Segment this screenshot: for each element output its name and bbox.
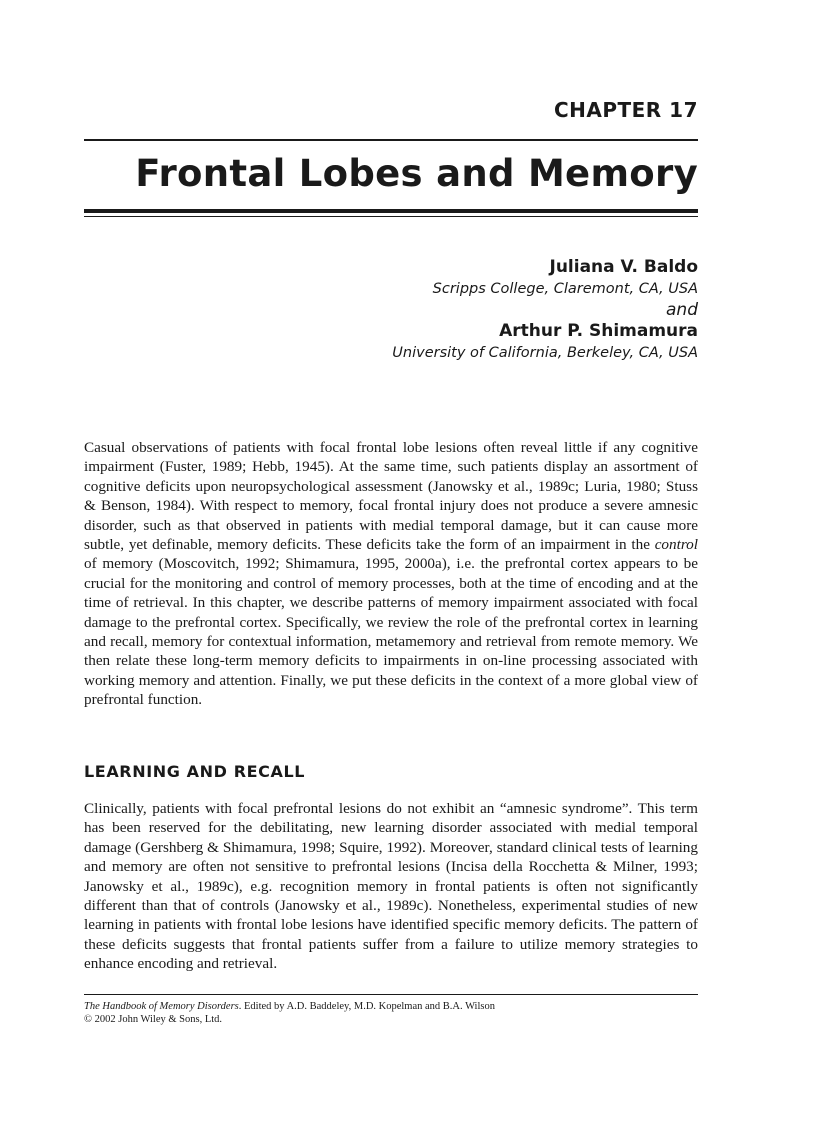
- section-body: [84, 799, 698, 974]
- footnote-citation: [84, 1000, 698, 1013]
- header-rule-top: [84, 139, 698, 141]
- footnote-copyright: © 2002 John Wiley & Sons, Ltd.: [84, 1014, 223, 1025]
- footnote: [84, 1000, 698, 1026]
- authors-conjunction: and: [666, 300, 698, 320]
- author-affiliation: Scripps College, Claremont, CA, USA: [432, 281, 698, 297]
- header-rule-thick: [84, 209, 698, 213]
- chapter-label: CHAPTER 17: [553, 98, 698, 122]
- section-paragraph: Clinically, patients with focal prefrontal lesions do not exhibit an “amnesic syndrome”. This term has been reserved for the debilitating, new learning disorder associated with medial temporal damage (Gershberg & Shimamura, 1998; Squire, 1992). Moreover, standard clinical tests of learning and memory are often not sensitive to prefrontal lesions (Incisa della Rocchetta & Milner, 1993; Janowsky et al., 1989c), e.g. recognition memory in frontal patients is often not significantly different than that of controls (Janowsky et al., 1989c). Nonetheless, experimental studies of new learning in patients with frontal lobe lesions have identified specific memory deficits. The pattern of these deficits suggests that frontal patients suffer from a failure to utilize memory strategies to enhance encoding and retrieval.: [84, 800, 698, 973]
- page: [84, 0, 698, 1123]
- book-title: The Handbook of Memory Disorders: [84, 1001, 239, 1012]
- author-affiliation: University of California, Berkeley, CA, USA: [392, 345, 698, 361]
- chapter-title: Frontal Lobes and Memory: [135, 152, 698, 195]
- abstract-text: of memory (Moscovitch, 1992; Shimamura, 1995, 2000a), i.e. the prefrontal cortex appears to be crucial for the monitoring and control of memory processes, both at the time of encoding and at the time of retrieval. In this chapter, we describe patterns of memory impairment associated with focal damage to the prefrontal cortex. Specifically, we review the role of the prefrontal cortex in learning and recall, memory for contextual information, metamemory and retrieval from remote memory. We then relate these long-term memory deficits to impairments in on-line processing associated with working memory and attention. Finally, we put these deficits in the context of a more global view of prefrontal function.: [84, 555, 698, 709]
- footnote-editors: . Edited by A.D. Baddeley, M.D. Kopelman and B.A. Wilson: [238, 1001, 495, 1012]
- abstract: [84, 438, 698, 710]
- abstract-text: Casual observations of patients with focal frontal lobe lesions often reveal little if any cognitive impairment (Fuster, 1989; Hebb, 1945). At the same time, such patients display an assortment of cognitive deficits upon neuropsychological assessment (Janowsky et al., 1989c; Luria, 1980; Stuss & Benson, 1984). With respect to memory, focal frontal injury does not produce a severe amnesic disorder, such as that observed in patients with medial temporal damage, but it can cause more subtle, yet definable, memory deficits. These deficits take the form of an impairment in the: [84, 439, 698, 554]
- header-rule-thin: [84, 216, 698, 217]
- abstract-emphasis: control: [654, 536, 698, 554]
- section-heading: LEARNING AND RECALL: [84, 762, 306, 781]
- author-block: [392, 256, 698, 364]
- author-name: Juliana V. Baldo: [549, 257, 698, 277]
- author-name: Arthur P. Shimamura: [499, 321, 698, 341]
- abstract-paragraph: [84, 438, 698, 710]
- footnote-rule: [84, 994, 698, 995]
